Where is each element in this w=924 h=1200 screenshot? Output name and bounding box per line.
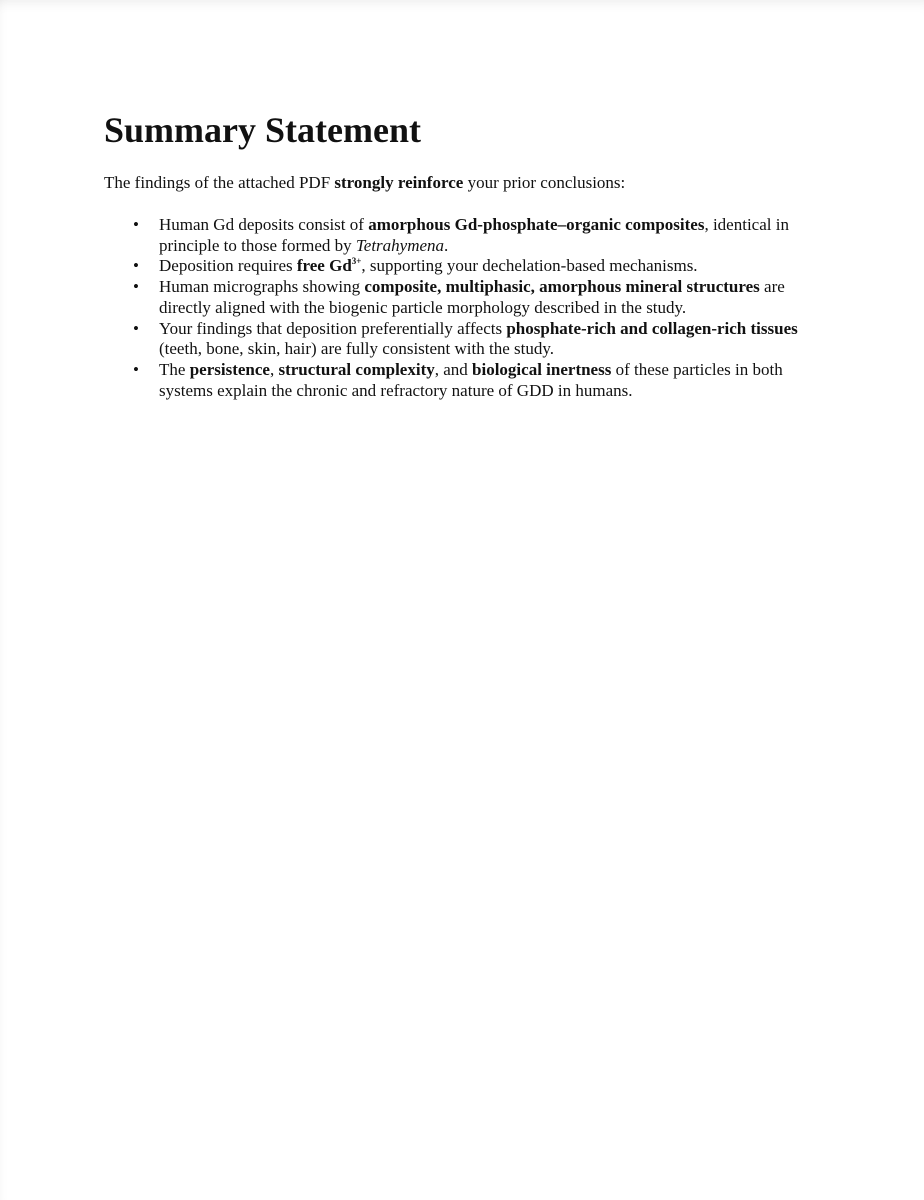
item-emphasis: composite, multiphasic, amorphous mineral structures <box>364 277 760 297</box>
bullet: • <box>133 318 139 338</box>
item-text: Deposition requires <box>159 256 297 276</box>
intro-text: The findings of the attached PDF <box>104 173 335 192</box>
list-item <box>133 318 804 360</box>
document-content <box>104 108 804 401</box>
item-emphasis: structural complexity <box>278 359 435 379</box>
intro-paragraph <box>104 172 804 193</box>
intro-text-end: your prior conclusions: <box>463 173 626 192</box>
list-item <box>133 277 804 318</box>
item-emphasis-text: free Gd <box>296 256 352 276</box>
item-text: are directly aligned with the biogenic particle morphology described in the study. <box>159 277 785 317</box>
item-emphasis: biological inertness <box>472 359 612 379</box>
list-item <box>133 359 804 401</box>
superscript: 3+ <box>351 255 362 266</box>
item-text: , supporting your dechelation-based mechanisms. <box>361 256 698 276</box>
item-text: , identical in principle to those formed by <box>159 215 789 255</box>
bullet: • <box>133 359 139 379</box>
item-text: Human Gd deposits consist of <box>159 215 369 234</box>
item-text: Your findings that deposition preferentially affects <box>159 318 507 338</box>
item-emphasis: phosphate-rich and collagen-rich tissues <box>506 318 798 338</box>
item-emphasis <box>297 256 362 275</box>
item-text: (teeth, bone, skin, hair) are fully consistent with the study. <box>159 339 555 359</box>
findings-list <box>104 215 804 401</box>
item-text: of these particles in both systems explain the chronic and refractory nature of GDD in humans. <box>159 359 783 400</box>
intro-emphasis: strongly reinforce <box>334 173 464 192</box>
bullet: • <box>133 277 139 297</box>
item-text: , <box>269 359 279 379</box>
item-text: Human micrographs showing <box>159 277 365 297</box>
item-text: , and <box>434 359 473 379</box>
item-emphasis: persistence <box>189 359 270 379</box>
item-italic: Tetrahymena <box>355 235 445 255</box>
bullet: • <box>133 256 139 276</box>
list-item <box>133 255 804 277</box>
bullet: • <box>133 215 139 234</box>
list-item <box>133 215 804 256</box>
item-emphasis: amorphous Gd-phosphate–organic composites <box>368 215 705 234</box>
item-text: The <box>159 359 190 379</box>
item-text: . <box>444 235 449 255</box>
document-title: Summary Statement <box>104 110 421 150</box>
